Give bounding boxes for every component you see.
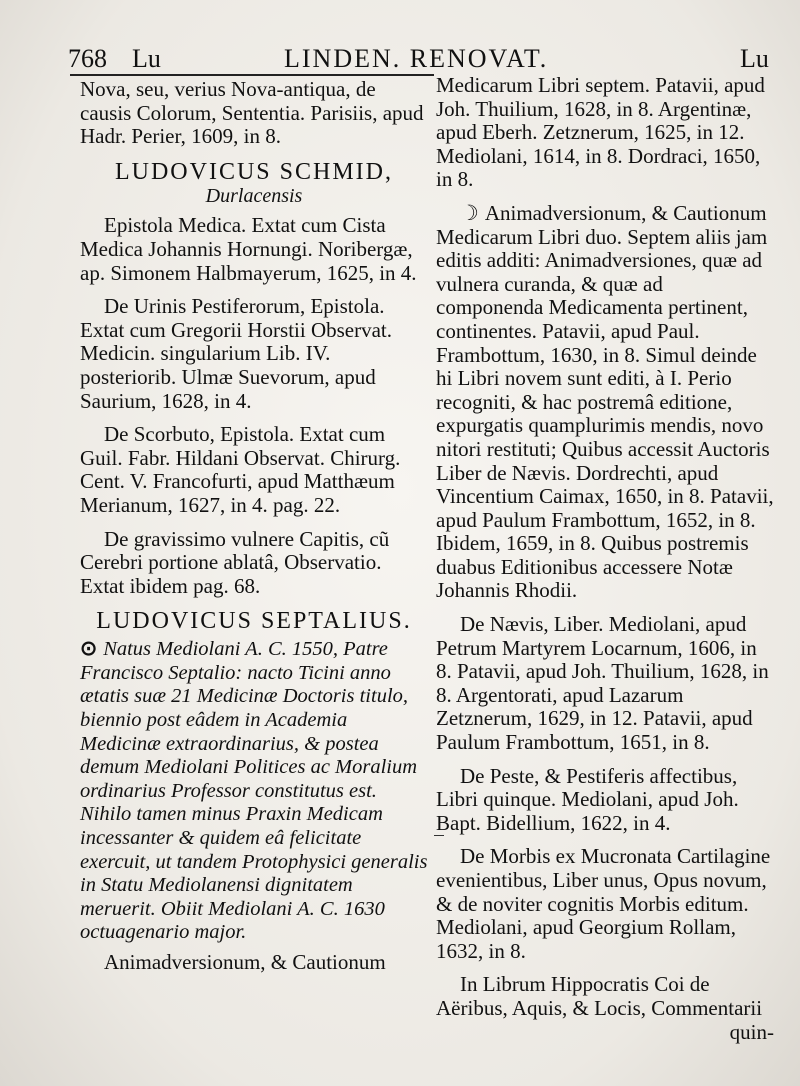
left-column — [80, 78, 428, 985]
running-head-left: Lu — [132, 44, 161, 73]
paragraph: De Urinis Pestiferorum, Epistola. Extat cum Gregorii Horstii Observat. Medicin. singularium Lib. IV. posteriorib. Ulmæ Suevorum, apud Saurium, 1628, in 4. — [80, 294, 393, 413]
running-header — [0, 42, 800, 76]
paragraph: De gravissimo vulnere Capitis, cũ Cerebri portione ablatâ, Observatio. Extat ibidem pag. 68. — [80, 526, 390, 598]
paragraph: Nova, seu, verius Nova-antiqua, de causis Colorum, Sententia. Parisiis, apud Hadr. Perier, 1609, in 8. — [80, 77, 424, 149]
biography-text: Natus Mediolani A. C. 1550, Patre Francisco Septalio: nacto Ticini anno ætatis suæ 21 Medicinæ Doctoris titulo, biennio post eâdem in Academia Medicinæ extraordinarius, & postea demum Mediolani Politices ac Moralium ordinarius Professor constitutus est. Nihilo tamen minus Praxin Medicam incessanter & quidem eâ felicitate exercuit, ut tandem Protophysici generalis in Statu Mediolanensi dignitatem meruerit. Obiit Mediolani A. C. 1630 octuagenario major. — [80, 638, 428, 944]
right-column — [436, 74, 774, 1044]
paragraph: De Nævis, Liber. Mediolani, apud Petrum Martyrem Locarnum, 1606, in 8. Patavii, apud Joh. Thuilium, 1628, in 8. Argentorati, apud Lazarum Zetznerum, 1629, in 12. Patavii, apud Paulum Frambottum, 1651, in 8. — [436, 612, 769, 755]
paragraph: De Scorbuto, Epistola. Extat cum Guil. Fabr. Hildani Observat. Chirurg. Cent. V. Francofurti, apud Matthæum Merianum, 1627, in 4. pag. 22. — [80, 422, 401, 517]
paragraph-text: Animadversionum, & Cautionum Medicarum Libri duo. Septem aliis jam editis additi: Animadversiones, quæ ad vulnera curanda, & quæ ad componenda Medicamenta pertinent, continentes. Patavii, apud Paul. Frambottum, 1630, in 8. Simul deinde hi Libri novem sunt editi, à I. Perio recogniti, & hac postremâ editione, expurgatis quamplurimis mendis, novo nitori restituti; Quibus accessit Auctoris Liber de Nævis. Dordrechti, apud Vincentium Caimax, 1650, in 8. Patavii, apud Paulum Frambottum, 1652, in 8. Ibidem, 1659, in 8. Quibus postremis duabus Editionibus accessere Notæ Johannis Rhodii. — [436, 200, 774, 603]
paragraph: De Peste, & Pestiferis affectibus, Libri quinque. Mediolani, apud Joh. Bapt. Bidellium, 1622, in 4. — [436, 763, 739, 835]
entry-heading: LUDOVICUS SCHMID, — [114, 158, 394, 185]
page-number: 768 — [68, 44, 107, 73]
paragraph: Medicarum Libri septem. Patavii, apud Joh. Thuilium, 1628, in 8. Argentinæ, apud Eberh. Zetznerum, 1625, in 12. Mediolani, 1614, in 8. Dordraci, 1650, in 8. — [436, 73, 765, 192]
catchword: quin- — [729, 1019, 774, 1044]
running-head-right: Lu — [740, 44, 769, 73]
paragraph: De Morbis ex Mucronata Cartilagine evenientibus, Liber unus, Opus novum, & de noviter cognitis Morbis editum. Mediolani, apud Georgium Rollam, 1632, in 8. — [436, 844, 771, 963]
header-rule — [70, 74, 434, 76]
paragraph: In Librum Hippocratis Coi de Aëribus, Aquis, & Locis, Commentarii — [436, 972, 763, 1020]
biography-paragraph — [80, 638, 428, 945]
paragraph — [436, 202, 774, 603]
moon-symbol-icon: ☽ — [460, 200, 479, 225]
paragraph: Epistola Medica. Extat cum Cista Medica Johannis Hornungi. Noribergæ, ap. Simonem Halbmayerum, 1625, in 4. — [80, 213, 417, 285]
entry-subheading: Durlacensis — [205, 184, 303, 207]
sun-symbol-icon: ⊙ — [80, 638, 98, 661]
margin-mark — [434, 835, 444, 836]
entry-heading: LUDOVICUS SEPTALIUS. — [96, 608, 412, 635]
paragraph: Animadversionum, & Cautionum — [104, 950, 386, 974]
running-title: LINDEN. RENOVAT. — [284, 44, 549, 73]
